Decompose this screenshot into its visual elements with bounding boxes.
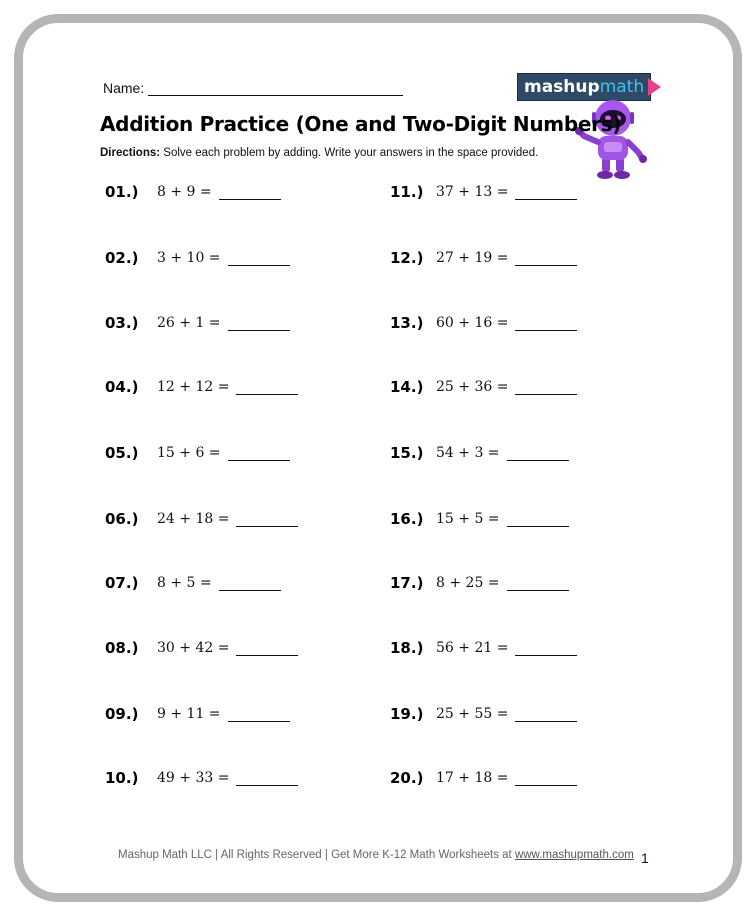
footer-link[interactable]: www.mashupmath.com xyxy=(514,849,634,861)
answer-blank[interactable] xyxy=(228,707,290,722)
problem-item xyxy=(390,440,569,466)
answer-blank[interactable] xyxy=(515,185,577,200)
problem-number: 01.) xyxy=(105,183,139,201)
problem-expression: 3 + 10 = xyxy=(157,250,221,266)
answer-blank[interactable] xyxy=(515,316,577,331)
play-icon xyxy=(648,78,661,96)
answer-blank[interactable] xyxy=(515,380,577,395)
problem-item xyxy=(390,570,569,596)
problem-number: 03.) xyxy=(105,314,139,332)
problem-item xyxy=(390,765,577,791)
problem-number: 17.) xyxy=(390,574,424,592)
problem-expression: 27 + 19 = xyxy=(436,250,509,266)
problem-number: 06.) xyxy=(105,510,139,528)
answer-blank[interactable] xyxy=(228,446,290,461)
problem-number: 10.) xyxy=(105,769,139,787)
answer-blank[interactable] xyxy=(507,446,569,461)
problem-item xyxy=(390,506,569,532)
worksheet-title: Addition Practice (One and Two-Digit Numbers) xyxy=(100,112,622,136)
problem-expression: 25 + 36 = xyxy=(436,379,509,395)
problem-number: 20.) xyxy=(390,769,424,787)
name-blank-line[interactable] xyxy=(148,81,403,96)
problem-number: 11.) xyxy=(390,183,424,201)
problem-number: 14.) xyxy=(390,378,424,396)
answer-blank[interactable] xyxy=(515,641,577,656)
problem-item xyxy=(105,179,281,205)
answer-blank[interactable] xyxy=(219,185,281,200)
problem-expression: 26 + 1 = xyxy=(157,315,221,331)
problem-item xyxy=(390,245,577,271)
answer-blank[interactable] xyxy=(507,512,569,527)
problem-expression: 54 + 3 = xyxy=(436,445,500,461)
problem-item xyxy=(105,440,290,466)
problem-expression: 49 + 33 = xyxy=(157,770,230,786)
name-field[interactable] xyxy=(103,80,403,96)
answer-blank[interactable] xyxy=(515,251,577,266)
problem-number: 12.) xyxy=(390,249,424,267)
problem-item xyxy=(105,635,298,661)
problem-expression: 17 + 18 = xyxy=(436,770,509,786)
problem-item xyxy=(390,374,577,400)
problem-number: 07.) xyxy=(105,574,139,592)
footer-text: Mashup Math LLC | All Rights Reserved | Get More K-12 Math Worksheets at xyxy=(118,849,515,861)
problem-item xyxy=(105,570,281,596)
problem-item xyxy=(105,506,298,532)
problem-number: 09.) xyxy=(105,705,139,723)
problem-expression: 60 + 16 = xyxy=(436,315,509,331)
answer-blank[interactable] xyxy=(219,576,281,591)
problem-item xyxy=(390,701,577,727)
answer-blank[interactable] xyxy=(236,380,298,395)
directions-text: Solve each problem by adding. Write your answers in the space provided. xyxy=(160,147,539,159)
problem-expression: 56 + 21 = xyxy=(436,640,509,656)
problem-expression: 8 + 5 = xyxy=(157,575,212,591)
answer-blank[interactable] xyxy=(507,576,569,591)
answer-blank[interactable] xyxy=(228,251,290,266)
problem-number: 08.) xyxy=(105,639,139,657)
problem-expression: 15 + 5 = xyxy=(436,511,500,527)
problem-expression: 37 + 13 = xyxy=(436,184,509,200)
problem-expression: 9 + 11 = xyxy=(157,706,221,722)
page-number: 1 xyxy=(641,850,649,866)
problem-item xyxy=(105,374,298,400)
problem-item xyxy=(390,179,577,205)
name-label: Name: xyxy=(103,80,145,96)
problem-expression: 25 + 55 = xyxy=(436,706,509,722)
problem-expression: 8 + 9 = xyxy=(157,184,212,200)
answer-blank[interactable] xyxy=(515,707,577,722)
problem-number: 15.) xyxy=(390,444,424,462)
robot-mascot-icon xyxy=(572,96,652,182)
answer-blank[interactable] xyxy=(236,771,298,786)
problem-number: 04.) xyxy=(105,378,139,396)
problem-expression: 24 + 18 = xyxy=(157,511,230,527)
answer-blank[interactable] xyxy=(236,641,298,656)
problem-expression: 30 + 42 = xyxy=(157,640,230,656)
problem-expression: 12 + 12 = xyxy=(157,379,230,395)
problem-item xyxy=(105,310,290,336)
problem-item xyxy=(105,765,298,791)
problem-number: 13.) xyxy=(390,314,424,332)
logo-text-mashup: mashup xyxy=(524,77,600,97)
problem-number: 18.) xyxy=(390,639,424,657)
problem-expression: 8 + 25 = xyxy=(436,575,500,591)
logo-text-math: math xyxy=(599,77,645,97)
problem-expression: 15 + 6 = xyxy=(157,445,221,461)
directions xyxy=(100,147,538,159)
problem-number: 19.) xyxy=(390,705,424,723)
problem-number: 02.) xyxy=(105,249,139,267)
answer-blank[interactable] xyxy=(228,316,290,331)
problem-item xyxy=(105,701,290,727)
answer-blank[interactable] xyxy=(515,771,577,786)
problem-number: 16.) xyxy=(390,510,424,528)
problem-number: 05.) xyxy=(105,444,139,462)
problem-item xyxy=(390,310,577,336)
answer-blank[interactable] xyxy=(236,512,298,527)
problem-item xyxy=(390,635,577,661)
problem-item xyxy=(105,245,290,271)
footer xyxy=(118,849,634,861)
directions-label: Directions: xyxy=(100,147,161,159)
